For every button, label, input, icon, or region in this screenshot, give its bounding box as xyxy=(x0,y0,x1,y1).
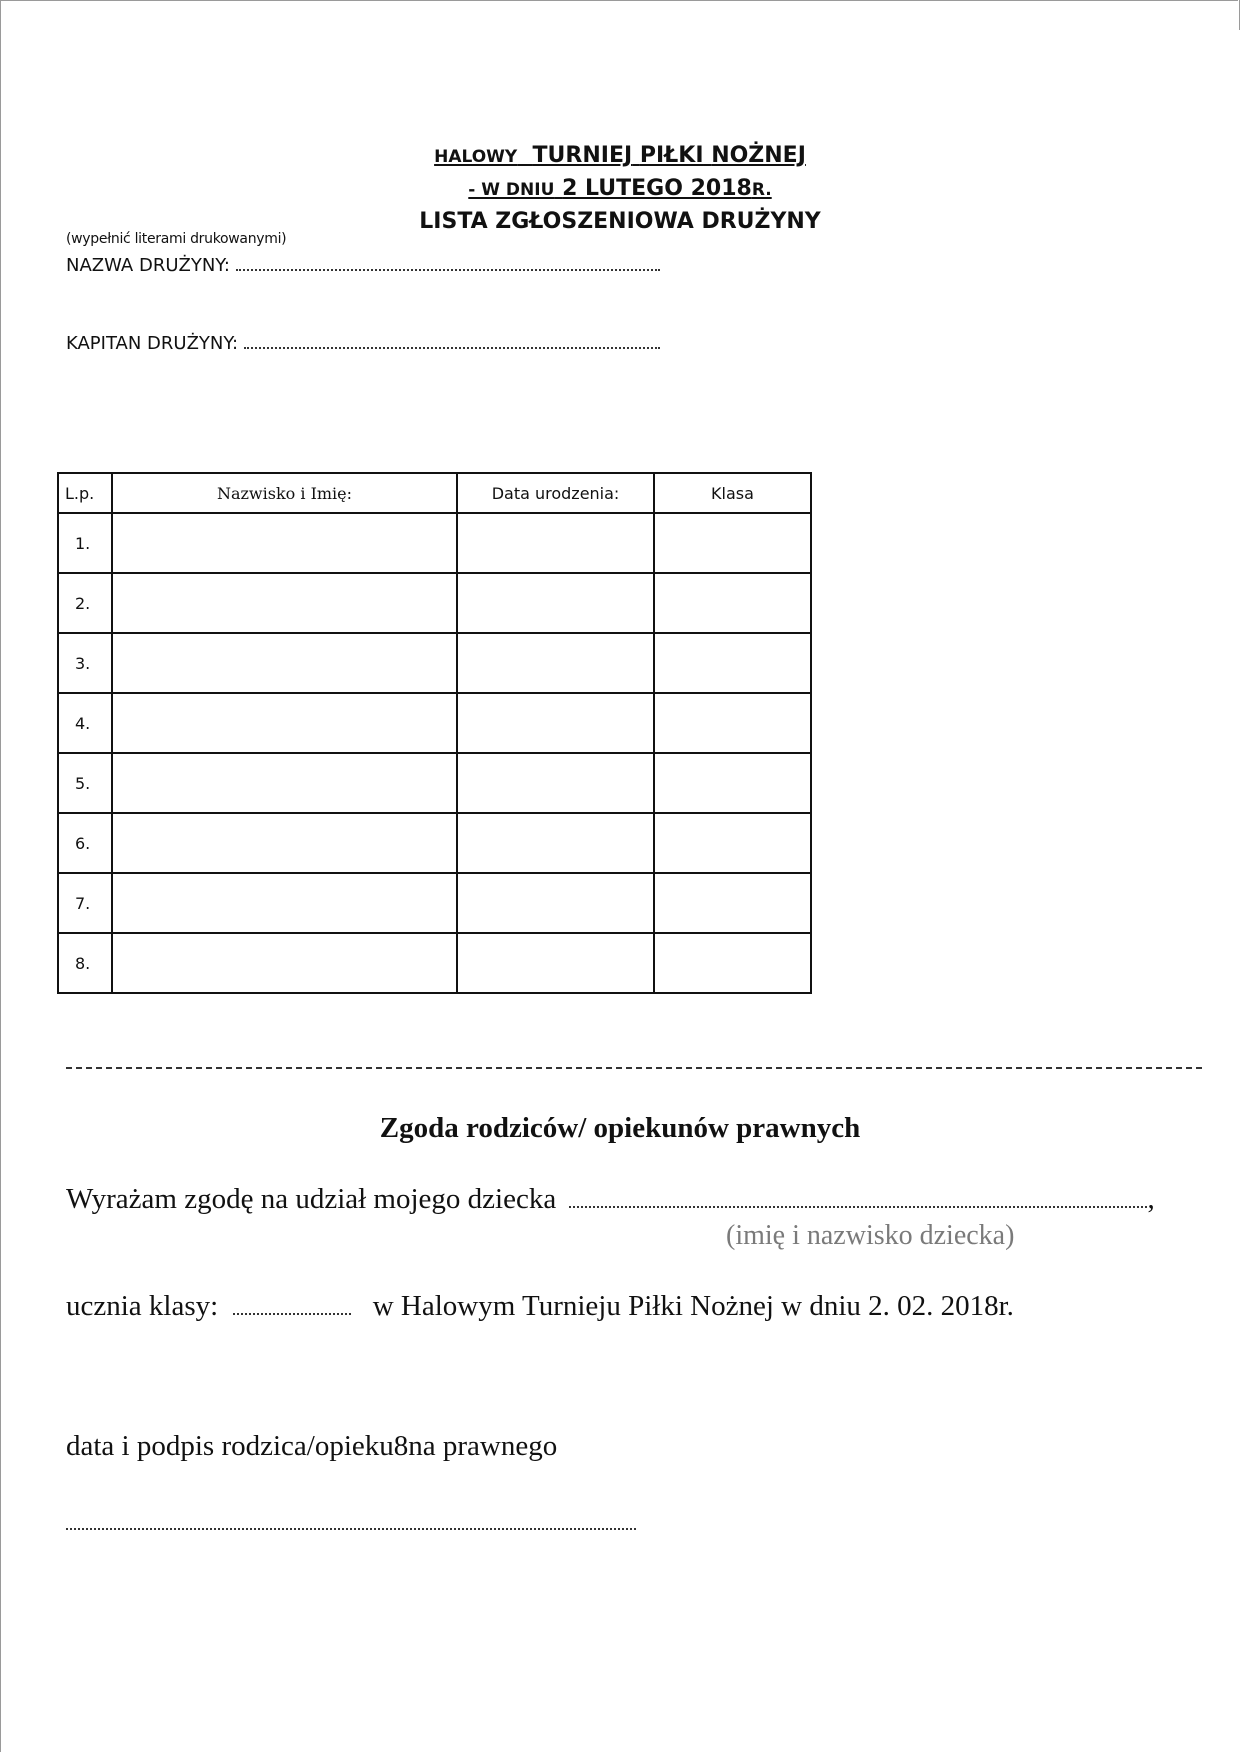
consent-line-2 xyxy=(66,1290,1014,1323)
name-cell[interactable] xyxy=(112,933,457,993)
child-name-blank[interactable] xyxy=(569,1198,1147,1208)
name-cell[interactable] xyxy=(112,573,457,633)
captain-label: KAPITAN DRUŻYNY: xyxy=(66,333,239,354)
class-cell[interactable] xyxy=(654,933,811,993)
team-name-label: NAZWA DRUŻYNY: xyxy=(66,255,230,276)
row-number: 5. xyxy=(58,753,112,813)
signature-blank[interactable] xyxy=(66,1520,636,1530)
signature-label: data i podpis rodzica/opieku8na prawnego xyxy=(66,1430,558,1462)
captain-blank[interactable] xyxy=(244,341,660,349)
name-cell[interactable] xyxy=(112,693,457,753)
consent-comma: , xyxy=(1147,1183,1155,1215)
table-row xyxy=(58,873,811,933)
birthdate-cell[interactable] xyxy=(457,633,654,693)
players-table xyxy=(57,472,812,994)
table-header-row xyxy=(58,473,811,513)
header-word-halowy: HALOWY xyxy=(434,147,518,167)
consent-line-1 xyxy=(66,1183,1155,1216)
header-name: Nazwisko i Imię: xyxy=(112,473,457,513)
class-blank[interactable] xyxy=(233,1305,351,1315)
row-number: 3. xyxy=(58,633,112,693)
name-cell[interactable] xyxy=(112,513,457,573)
birthdate-cell[interactable] xyxy=(457,813,654,873)
event-text: w Halowym Turnieju Piłki Nożnej w dniu 2. 02. 2018r. xyxy=(372,1290,1014,1322)
class-cell[interactable] xyxy=(654,753,811,813)
class-cell[interactable] xyxy=(654,513,811,573)
table-row xyxy=(58,513,811,573)
birthdate-cell[interactable] xyxy=(457,753,654,813)
team-name-blank[interactable] xyxy=(236,263,660,271)
table-row xyxy=(58,813,811,873)
consent-text: Wyrażam zgodę na udział mojego dziecka xyxy=(66,1183,557,1215)
cut-line-divider xyxy=(66,1067,1202,1069)
header-word-turniej: TURNIEJ xyxy=(532,143,633,168)
birthdate-cell[interactable] xyxy=(457,933,654,993)
birthdate-cell[interactable] xyxy=(457,873,654,933)
birthdate-cell[interactable] xyxy=(457,513,654,573)
fill-instruction: (wypełnić literami drukowanymi) xyxy=(66,231,287,247)
header-line-3: LISTA ZGŁOSZENIOWA DRUŻYNY xyxy=(419,209,821,234)
name-cell[interactable] xyxy=(112,873,457,933)
header-class: Klasa xyxy=(654,473,811,513)
class-label: ucznia klasy: xyxy=(66,1290,219,1322)
team-name-field[interactable] xyxy=(66,255,660,276)
name-cell[interactable] xyxy=(112,633,457,693)
header-lp: L.p. xyxy=(58,473,112,513)
name-cell[interactable] xyxy=(112,753,457,813)
header-word-noznej: NOŻNEJ xyxy=(711,143,806,168)
birthdate-cell[interactable] xyxy=(457,693,654,753)
class-cell[interactable] xyxy=(654,573,811,633)
table-row xyxy=(58,693,811,753)
class-cell[interactable] xyxy=(654,693,811,753)
child-name-hint: (imię i nazwisko dziecka) xyxy=(726,1220,1015,1251)
row-number: 6. xyxy=(58,813,112,873)
header-date: 2 LUTEGO 2018 xyxy=(562,176,752,201)
row-number: 4. xyxy=(58,693,112,753)
table-row xyxy=(58,573,811,633)
table-row xyxy=(58,933,811,993)
class-cell[interactable] xyxy=(654,873,811,933)
header-date-suffix: R. xyxy=(751,180,772,200)
header-birthdate: Data urodzenia: xyxy=(457,473,654,513)
birthdate-cell[interactable] xyxy=(457,573,654,633)
name-cell[interactable] xyxy=(112,813,457,873)
header-line-1 xyxy=(0,140,1240,173)
row-number: 8. xyxy=(58,933,112,993)
row-number: 1. xyxy=(58,513,112,573)
captain-field[interactable] xyxy=(66,333,660,354)
class-cell[interactable] xyxy=(654,633,811,693)
header-word-pilki: PIŁKI xyxy=(639,143,704,168)
class-cell[interactable] xyxy=(654,813,811,873)
table-row xyxy=(58,633,811,693)
row-number: 7. xyxy=(58,873,112,933)
row-number: 2. xyxy=(58,573,112,633)
signature-line[interactable] xyxy=(66,1505,636,1538)
consent-title: Zgoda rodziców/ opiekunów prawnych xyxy=(379,1112,861,1144)
header-line-2 xyxy=(0,173,1240,206)
header-date-prefix: - W DNIU xyxy=(468,180,555,200)
table-row xyxy=(58,753,811,813)
document-header xyxy=(0,140,1240,237)
